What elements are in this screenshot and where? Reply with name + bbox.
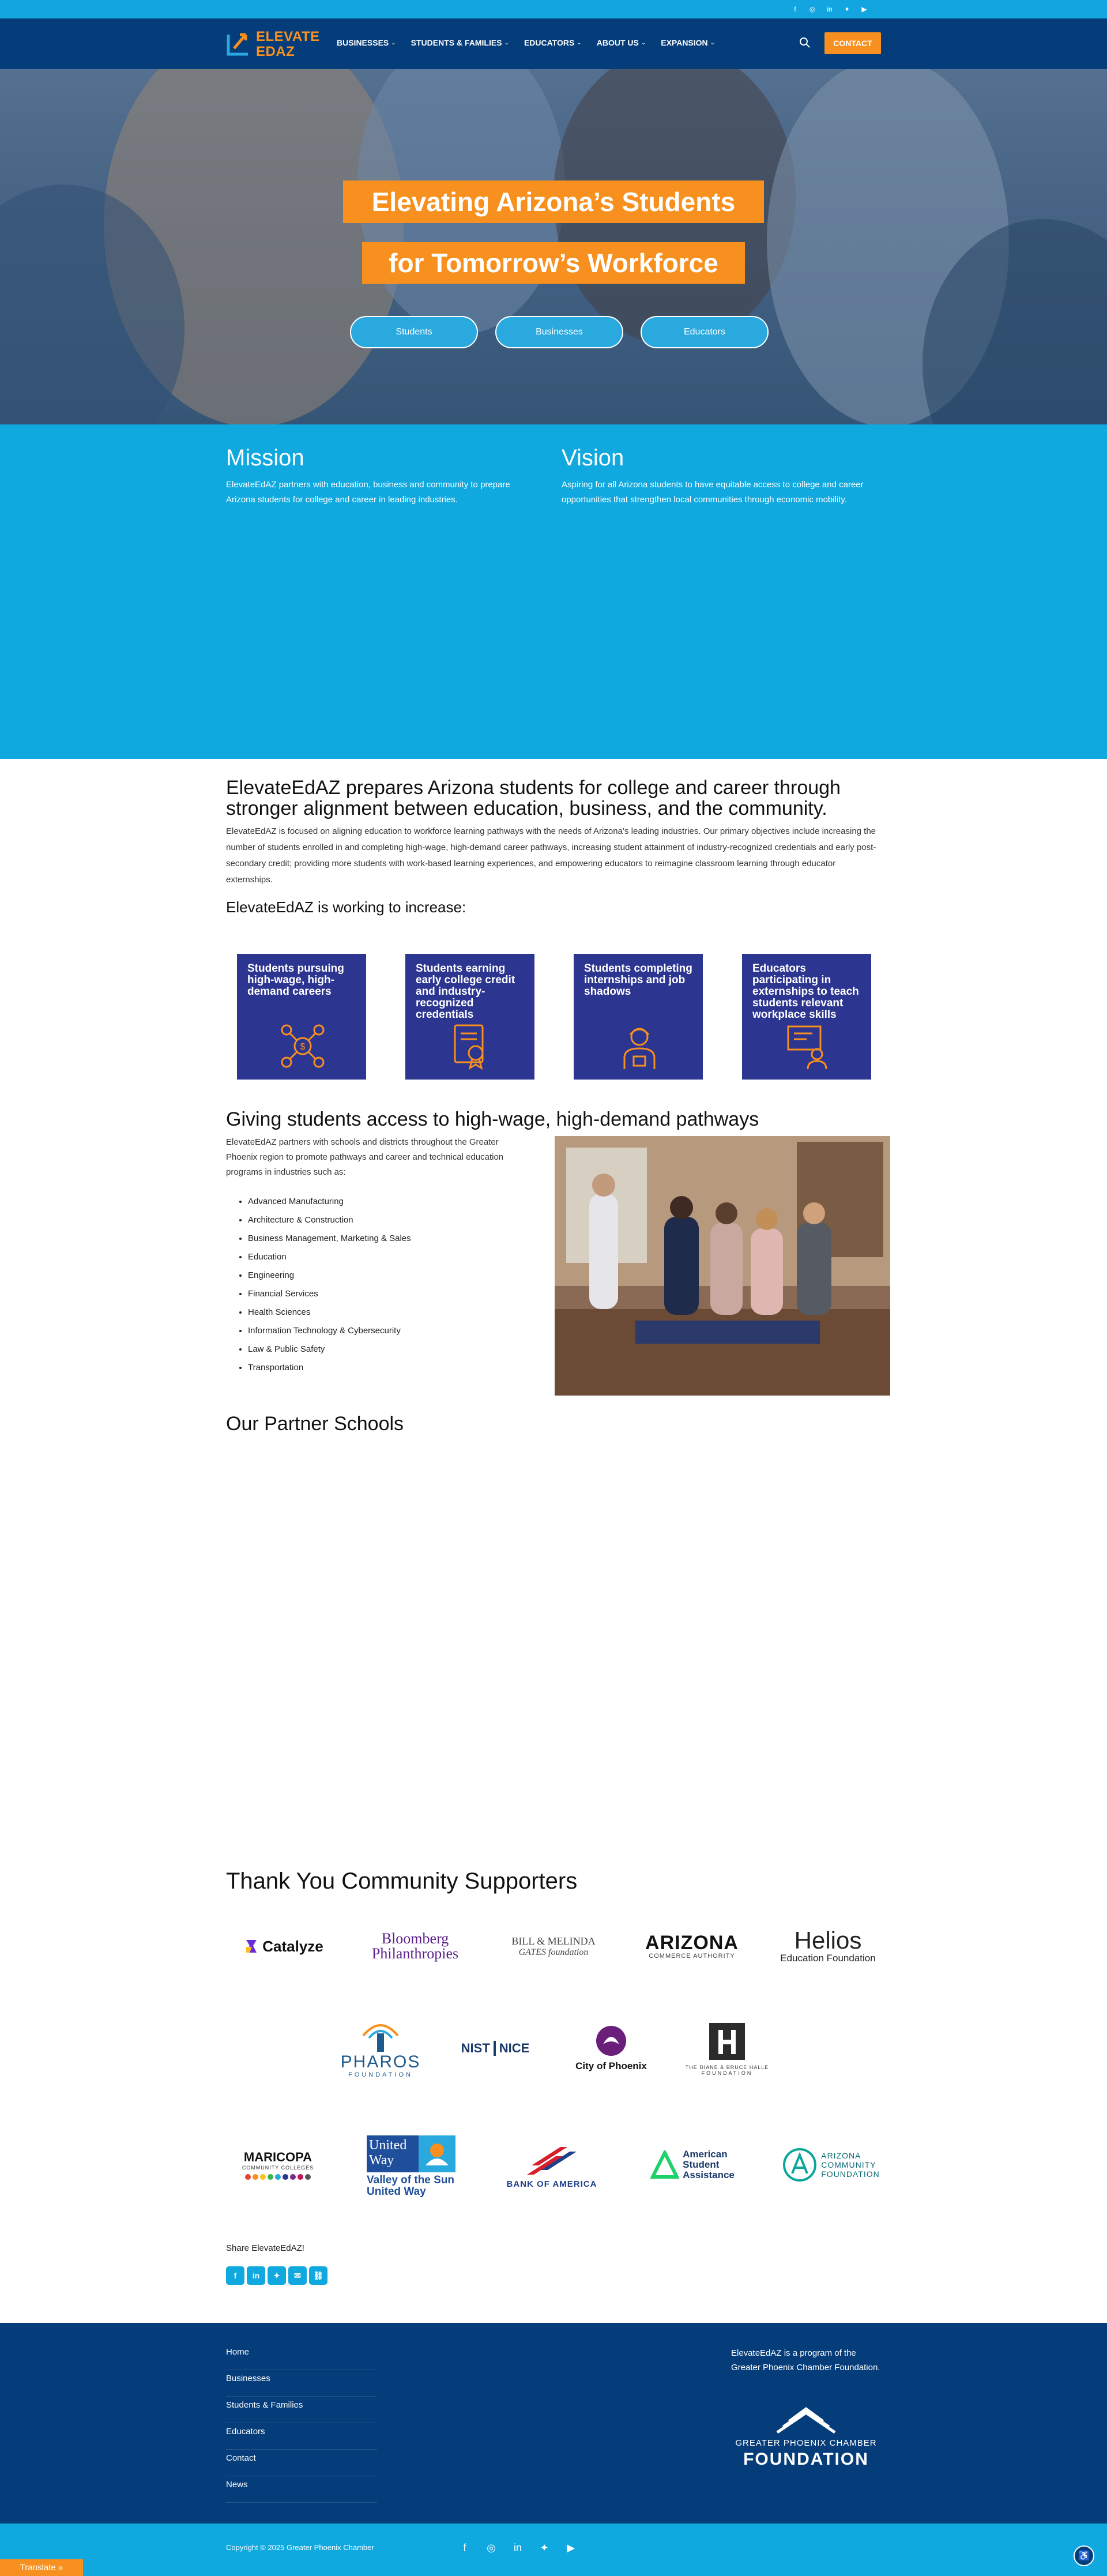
contact-button[interactable]: CONTACT: [824, 32, 881, 54]
mission-title: Mission: [226, 445, 304, 471]
logo-text: GREATER PHOENIX CHAMBER: [735, 2438, 877, 2448]
logo-text: ARIZONA: [821, 2151, 861, 2160]
supporters-heading: Thank You Community Supporters: [226, 1868, 578, 1894]
list-item: • Financial Services: [248, 1287, 411, 1306]
logo-text: FOUNDATION: [821, 2169, 880, 2179]
halle-mark-icon: [707, 2021, 747, 2062]
bank-of-america-logo[interactable]: [497, 2135, 607, 2197]
phoenix-bird-icon: [595, 2025, 627, 2057]
linkedin-icon[interactable]: in: [247, 2266, 265, 2285]
flag-icon: [526, 2143, 578, 2179]
logo-text: PHAROS: [340, 2052, 421, 2071]
mission-vision-section: [0, 424, 1107, 759]
list-item: • Health Sciences: [248, 1306, 411, 1324]
logo-text: BILL & MELINDA: [511, 1935, 596, 1947]
nav-label: ABOUT US: [596, 38, 639, 47]
working-heading: ElevateEdAZ is working to increase:: [226, 898, 466, 916]
united-way-logo[interactable]: [367, 2130, 465, 2203]
pathways-body: ElevateEdAZ partners with schools and districts throughout the Greater Phoenix region to promote pathways and career and technical education programs in industries such as:: [226, 1137, 504, 1177]
logo-text: City of Phoenix: [575, 2060, 647, 2071]
acf-circle-icon: [782, 2147, 818, 2183]
helios-logo[interactable]: [770, 1924, 886, 1969]
nav-label: STUDENTS & FAMILIES: [411, 38, 502, 47]
card-text: Students pursuing high-wage, high-demand careers: [247, 962, 344, 998]
hero-businesses-button[interactable]: Businesses: [495, 316, 623, 348]
prepares-body: ElevateEdAZ is focused on aligning education to workforce learning pathways with the needs of Arizona’s leading industries. Our primary objectives include increasing the number of students enrolled in and completing high-wage, high-demand career pathways, increasing student attainment of industry-recognized credentials and early post-secondary credit; providing more students with work-based learning experiences, and empowering educators to reimagine classroom learning through educator externships.: [226, 826, 876, 885]
list-item: • Business Management, Marketing & Sales: [248, 1232, 411, 1250]
list-item: • Architecture & Construction: [248, 1213, 411, 1232]
logo-text: COMMUNITY: [821, 2160, 876, 2169]
footer-link-students-families[interactable]: Students & Families: [226, 2397, 377, 2423]
logo-line-2: EDAZ: [256, 44, 295, 59]
logo-text: FOUNDATION: [348, 2071, 413, 2078]
logo-text: ARIZONA: [645, 1932, 739, 1954]
youtube-icon[interactable]: ▶: [861, 5, 867, 13]
nav-about-us[interactable]: [597, 38, 646, 47]
nav-label: EDUCATORS: [524, 38, 575, 47]
nav-label: EXPANSION: [661, 38, 708, 47]
logo-text: COMMERCE AUTHORITY: [649, 1953, 735, 1960]
twitter-icon[interactable]: ✦: [268, 2266, 286, 2285]
main-nav: [337, 38, 715, 47]
vision-text: Aspiring for all Arizona students to have equitable access to college and career opportunities that strengthen local communities through economic mobility.: [562, 480, 864, 505]
pathways-heading: Giving students access to high-wage, high-demand pathways: [226, 1108, 759, 1130]
stat-card-careers: [237, 954, 366, 1080]
gates-foundation-logo[interactable]: [496, 1926, 611, 1966]
logo-line-1: ELEVATE: [256, 29, 320, 44]
hero-headline-line-2: for Tomorrow’s Workforce: [362, 242, 745, 284]
footer-nav: [226, 2344, 377, 2503]
nav-businesses[interactable]: [337, 38, 396, 47]
logo-text: Catalyze: [262, 1937, 323, 1955]
card-text: Educators participating in externships to teach students relevant workplace skills: [752, 962, 859, 1021]
accessibility-icon[interactable]: ♿: [1074, 2545, 1094, 2566]
logo-text: NIST: [461, 2041, 490, 2055]
share-label: Share ElevateEdAZ!: [226, 2243, 304, 2253]
logo-text: Philanthropies: [371, 1945, 459, 1962]
copyright-text: Copyright © 2025 Greater Phoenix Chamber: [226, 2543, 374, 2552]
list-item: • Engineering: [248, 1269, 411, 1287]
list-item: • Transportation: [248, 1361, 411, 1379]
linkedin-icon[interactable]: in: [827, 5, 833, 13]
facebook-icon[interactable]: f: [226, 2266, 244, 2285]
greater-phoenix-chamber-foundation-logo[interactable]: [731, 2405, 881, 2474]
chevron-down-icon: ⌄: [577, 39, 582, 46]
footer-link-educators[interactable]: Educators: [226, 2423, 377, 2450]
logo-text: United: [369, 2138, 407, 2153]
american-student-assistance-logo[interactable]: [638, 2145, 747, 2184]
maricopa-logo[interactable]: [226, 2143, 330, 2187]
instagram-icon[interactable]: ◎: [487, 2541, 496, 2554]
certificate-icon: [447, 1022, 495, 1070]
logo-text: United Way: [367, 2186, 426, 2198]
logo-text: FOUNDATION: [701, 2070, 753, 2076]
network-money-icon: [278, 1022, 327, 1070]
logo-text: Valley of the Sun: [367, 2174, 455, 2186]
classroom-photo: [555, 1136, 890, 1396]
arizona-commerce-logo[interactable]: [634, 1926, 750, 1966]
worker-icon: [615, 1022, 664, 1070]
pharos-foundation-logo[interactable]: [334, 2011, 427, 2085]
logo-text: Education Foundation: [780, 1953, 876, 1964]
top-social-links: [790, 4, 869, 14]
twitter-icon[interactable]: ✦: [540, 2541, 549, 2554]
logo-text: MARICOPA: [243, 2150, 312, 2164]
youtube-icon[interactable]: ▶: [567, 2541, 575, 2554]
hero-students-button[interactable]: Students: [350, 316, 478, 348]
copy-link-icon[interactable]: ⛓: [309, 2266, 327, 2285]
card-text: Students earning early college credit and industry-recognized credentials: [416, 962, 515, 1021]
footer-link-home[interactable]: Home: [226, 2344, 377, 2370]
svg-text:$: $: [300, 1042, 306, 1052]
nav-label: BUSINESSES: [337, 38, 389, 47]
nist-nice-logo[interactable]: [452, 2032, 539, 2064]
list-item: • Education: [248, 1250, 411, 1269]
translate-button[interactable]: Translate »: [0, 2559, 83, 2576]
site-header: [0, 18, 1107, 69]
footer-program-note: ElevateEdAZ is a program of the Greater Phoenix Chamber Foundation.: [731, 2348, 880, 2372]
logo-text: Helios: [794, 1927, 862, 1954]
linkedin-icon[interactable]: in: [513, 2541, 522, 2554]
catalyze-logo[interactable]: [226, 1926, 341, 1966]
chevron-down-icon: ⌄: [710, 39, 716, 46]
twitter-icon[interactable]: ✦: [844, 5, 850, 13]
industries-list: [248, 1195, 411, 1379]
arizona-community-foundation-logo[interactable]: [776, 2144, 886, 2186]
list-item: • Information Technology & Cybersecurity: [248, 1324, 411, 1342]
bottom-bar: [0, 2524, 1107, 2576]
chamber-chevron-icon: [771, 2405, 841, 2435]
logo-text: Assistance: [683, 2169, 735, 2180]
logo-text: Bloomberg: [381, 1930, 449, 1947]
footer-link-news[interactable]: News: [226, 2476, 377, 2503]
facebook-icon[interactable]: f: [794, 5, 796, 13]
nav-students-families[interactable]: [411, 38, 509, 47]
search-icon[interactable]: [798, 36, 812, 50]
logo-text: Student: [683, 2159, 720, 2170]
logo-text: BANK OF AMERICA: [506, 2179, 597, 2189]
lighthouse-icon: [357, 2018, 404, 2053]
logo-mark-icon: [226, 29, 251, 57]
logo-text: GATES foundation: [518, 1947, 589, 1957]
divider: [494, 2041, 496, 2056]
elevateedaz-logo[interactable]: [226, 27, 318, 61]
nav-expansion[interactable]: [661, 38, 715, 47]
vision-title: Vision: [562, 445, 624, 471]
city-of-phoenix-logo[interactable]: [565, 2018, 657, 2078]
asa-triangle-icon: [650, 2150, 679, 2179]
stat-card-educators: [742, 954, 871, 1080]
logo-text: Way: [369, 2153, 394, 2168]
logo-text: THE DIANE & BRUCE HALLE: [685, 2064, 769, 2070]
list-item: • Law & Public Safety: [248, 1342, 411, 1361]
email-icon[interactable]: ✉: [288, 2266, 307, 2285]
chevron-down-icon: ⌄: [641, 39, 646, 46]
logo-text: American: [683, 2149, 728, 2160]
hand-icon: [419, 2135, 455, 2172]
mission-text: ElevateEdAZ partners with education, business and community to prepare Arizona students for college and career in leading industries.: [226, 480, 510, 505]
prepares-heading: ElevateEdAZ prepares Arizona students for college and career through stronger alignment between education, business, and the community.: [226, 777, 841, 819]
instagram-icon[interactable]: ◎: [809, 5, 816, 13]
list-item: • Advanced Manufacturing: [248, 1195, 411, 1213]
site-footer: [0, 2323, 1107, 2524]
bloomberg-logo[interactable]: [357, 1926, 473, 1966]
united-way-badge: [367, 2135, 455, 2172]
footer-social-links: [457, 2540, 579, 2556]
logo-text: NICE: [499, 2041, 530, 2055]
college-dots: [245, 2174, 311, 2180]
footer-link-businesses[interactable]: Businesses: [226, 2370, 377, 2397]
footer-link-contact[interactable]: Contact: [226, 2450, 377, 2476]
top-social-bar: [0, 0, 1107, 18]
chevron-down-icon: ⌄: [391, 39, 396, 46]
card-text: Students completing internships and job shadows: [584, 962, 692, 998]
logo-text: FOUNDATION: [743, 2450, 869, 2469]
chevron-down-icon: ⌄: [504, 39, 509, 46]
teacher-board-icon: [784, 1022, 832, 1070]
nav-educators[interactable]: [524, 38, 582, 47]
stat-card-credentials: [405, 954, 534, 1080]
hero-banner: [0, 69, 1107, 424]
hero-educators-button[interactable]: Educators: [641, 316, 769, 348]
facebook-icon[interactable]: f: [463, 2541, 466, 2554]
halle-foundation-logo[interactable]: [678, 2011, 776, 2085]
logo-text: COMMUNITY COLLEGES: [242, 2165, 314, 2171]
share-buttons: [226, 2266, 327, 2285]
stat-card-internships: [574, 954, 703, 1080]
hero-headline-line-1: Elevating Arizona’s Students: [343, 180, 764, 223]
partner-schools-heading: Our Partner Schools: [226, 1413, 404, 1435]
